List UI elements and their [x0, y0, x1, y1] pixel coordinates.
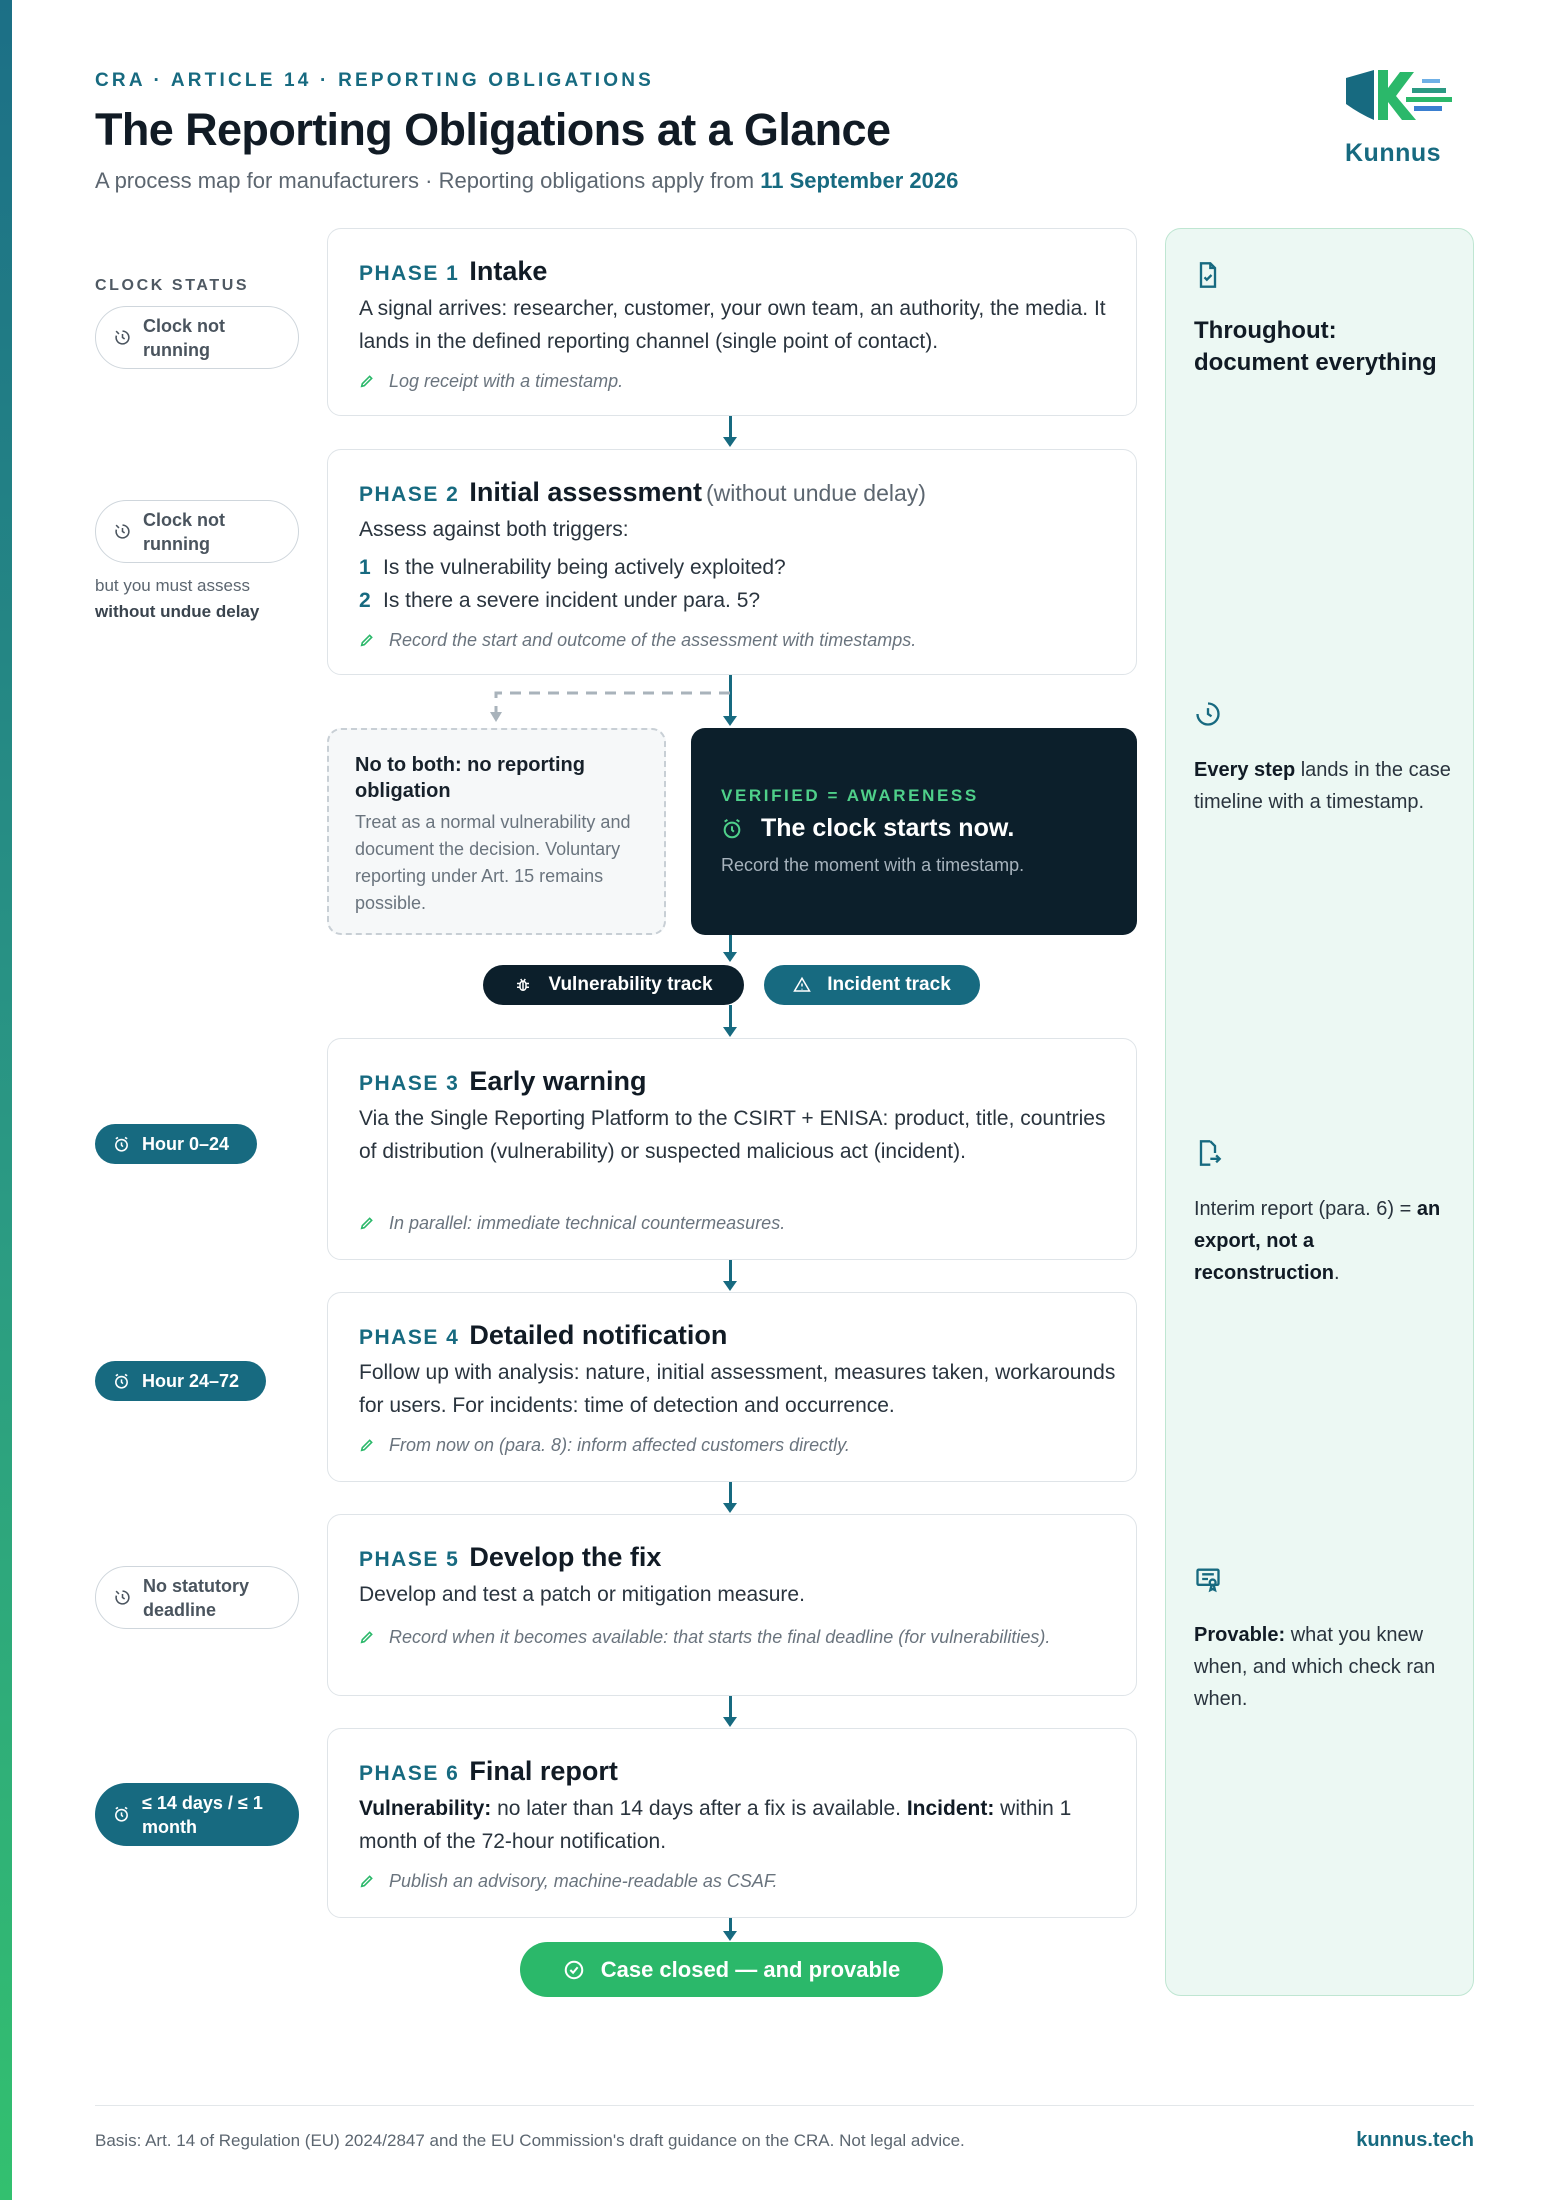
vulnerability-track-label: Vulnerability track: [548, 974, 713, 995]
side-panel-text: [1194, 754, 1454, 818]
footer-divider: [95, 2105, 1474, 2106]
side-panel-tail: .: [1334, 1262, 1340, 1284]
phase-note-text: Publish an advisory, machine-readable as CSAF.: [389, 1871, 778, 1891]
case-closed-badge: [520, 1942, 943, 1997]
clock-pill-phase1: [95, 306, 299, 369]
clock-pill-phase2: [95, 500, 299, 563]
arrow-down-icon: [723, 1027, 737, 1037]
phase-3-card: [327, 1038, 1137, 1260]
connector-line: [729, 1918, 732, 1932]
clock-pill-phase5: [95, 1566, 299, 1629]
warning-icon: [793, 976, 811, 994]
phase-title: Intake: [469, 256, 548, 286]
document-check-icon: [1194, 261, 1222, 289]
phase-body: [359, 1792, 1119, 1858]
side-panel-heading: Throughout: document everything: [1194, 317, 1437, 376]
phase-2-card: [327, 449, 1137, 675]
phase-number: PHASE 2: [359, 483, 460, 506]
arrow-down-icon: [723, 1281, 737, 1291]
logo-text: Kunnus: [1345, 139, 1442, 167]
trigger-number: 2: [359, 589, 371, 612]
trigger-item-1: [359, 551, 1119, 584]
page-subtitle: [95, 168, 958, 194]
case-closed-label: Case closed — and provable: [600, 1956, 901, 1982]
arrow-down-icon: [723, 952, 737, 962]
side-panel-bold: an export, not a reconstruction: [1194, 1198, 1441, 1284]
connector-line: [729, 1260, 732, 1282]
clock-pill-phase3: [95, 1124, 257, 1164]
side-panel-block-provable: [1194, 1565, 1454, 1715]
phase-intro: Assess against both triggers:: [359, 518, 629, 541]
clock-pill-phase6: [95, 1783, 299, 1846]
clock-icon: [1194, 700, 1222, 728]
side-panel-rest: what you knew when, and which check ran when.: [1194, 1624, 1436, 1710]
awareness-eyebrow: VERIFIED = AWARENESS: [721, 786, 979, 805]
footer-site-link[interactable]: kunnus.tech: [1356, 2129, 1474, 2151]
incident-track-label: Incident track: [827, 974, 951, 995]
trigger-text: Is there a severe incident under para. 5?: [383, 589, 761, 612]
phase-note: [359, 1211, 1099, 1235]
phase-body: [359, 513, 1119, 617]
accent-bar: [0, 0, 12, 2200]
vulnerability-label: Vulnerability:: [359, 1797, 492, 1820]
incident-track-badge: [764, 965, 980, 1005]
phase-body: A signal arrives: researcher, customer, your own team, an authority, the media. It lands in the defined reporting channel (single point of contact).: [359, 297, 1106, 353]
phase-title: Early warning: [469, 1066, 647, 1096]
phase-number: PHASE 4: [359, 1326, 460, 1349]
phase-note-text: Record when it becomes available: that starts the final deadline (for vulnerabilities).: [389, 1627, 1051, 1647]
no-obligation-body: Treat as a normal vulnerability and document the decision. Voluntary reporting under Art. 15 remains possible.: [355, 812, 631, 913]
pencil-icon: [359, 1873, 375, 1889]
phase-note-text: In parallel: immediate technical countermeasures.: [389, 1213, 786, 1233]
clock-pill-label: Hour 0–24: [142, 1134, 230, 1154]
phase-header: [359, 256, 547, 287]
clock-starts-box: [691, 728, 1137, 935]
phase-5-card: [327, 1514, 1137, 1696]
phase-4-card: [327, 1292, 1137, 1482]
phase-header: [359, 1756, 618, 1787]
clock-status-heading: CLOCK STATUS: [95, 277, 250, 294]
clock-starts-text: The clock starts now.: [761, 814, 1015, 842]
phase-note-text: From now on (para. 8): inform affected customers directly.: [389, 1435, 850, 1455]
incident-label: Incident:: [906, 1797, 995, 1820]
phase-note-text: Record the start and outcome of the assessment with timestamps.: [389, 630, 917, 650]
certificate-icon: [1194, 1565, 1222, 1593]
subtitle-text: A process map for manufacturers · Reporting obligations apply from: [95, 168, 761, 193]
pencil-icon: [359, 373, 375, 389]
phase-title: Detailed notification: [469, 1320, 728, 1350]
side-panel-bold: Provable:: [1194, 1624, 1286, 1646]
phase-body: Develop and test a patch or mitigation measure.: [359, 1583, 805, 1606]
no-obligation-title: No to both: no reporting obligation: [355, 754, 585, 802]
phase-number: PHASE 6: [359, 1762, 460, 1785]
phase-body: Via the Single Reporting Platform to the CSIRT + ENISA: product, title, countries of distribution (vulnerability) or suspected malicious act (incident).: [359, 1107, 1106, 1163]
incident-text: within 1 month of the 72-hour notification.: [359, 1797, 1072, 1853]
bug-icon: [514, 976, 532, 994]
alarm-icon: [113, 1136, 130, 1153]
connector-line: [729, 1005, 732, 1028]
clock-pill-phase4: [95, 1361, 266, 1401]
side-panel-rest: lands in the case timeline with a timestamp.: [1194, 759, 1451, 813]
vulnerability-track-badge: [483, 965, 744, 1005]
arrow-down-icon: [723, 1931, 737, 1941]
arrow-down-icon: [723, 437, 737, 447]
pencil-icon: [359, 1437, 375, 1453]
clock-off-icon: [114, 329, 131, 346]
clock-pill-label: Clock not running: [143, 315, 226, 360]
documentation-side-panel: [1165, 228, 1474, 1996]
phase-note: [359, 369, 1099, 393]
side-panel-text: [1194, 1193, 1454, 1289]
branch-dashed-connector: [490, 690, 735, 730]
clock-pill-label: ≤ 14 days / ≤ 1 month: [142, 1792, 263, 1837]
side-panel-rest: Interim report (para. 6) =: [1194, 1198, 1417, 1220]
alarm-icon: [721, 818, 743, 840]
arrow-down-icon: [723, 1503, 737, 1513]
connector-line: [729, 1482, 732, 1504]
side-panel-block-export: [1194, 1139, 1454, 1289]
trigger-number: 1: [359, 556, 371, 579]
assess-note-line2: without undue delay: [95, 602, 260, 621]
phase-body: Follow up with analysis: nature, initial assessment, measures taken, workarounds for users. For incidents: time of detection and occurrence.: [359, 1361, 1116, 1417]
phase-1-card: [327, 228, 1137, 416]
phase-6-card: [327, 1728, 1137, 1918]
check-circle-icon: [563, 1959, 585, 1981]
phase-header: [359, 1066, 646, 1097]
trigger-text: Is the vulnerability being actively exploited?: [383, 556, 786, 579]
phase-number: PHASE 1: [359, 262, 460, 285]
phase-number: PHASE 3: [359, 1072, 460, 1095]
pencil-icon: [359, 1215, 375, 1231]
clock-pill-label: Hour 24–72: [142, 1371, 240, 1391]
pencil-icon: [359, 632, 375, 648]
phase-note-text: Log receipt with a timestamp.: [389, 371, 624, 391]
alarm-icon: [113, 1373, 130, 1390]
phase-title: Develop the fix: [469, 1542, 662, 1572]
phase-note: [359, 1625, 1059, 1649]
clock-starts-title: [721, 814, 1014, 843]
footer-basis: Basis: Art. 14 of Regulation (EU) 2024/2847 and the EU Commission's draft guidance on the CRA. Not legal advice.: [95, 2131, 965, 2150]
phase-note: [359, 628, 1099, 652]
phase-title: Initial assessment: [469, 477, 702, 507]
clock-pill-label: Clock not running: [143, 509, 226, 554]
side-panel-text: [1194, 1619, 1454, 1715]
page-title: The Reporting Obligations at a Glance: [95, 104, 891, 155]
file-export-icon: [1194, 1139, 1222, 1167]
header-eyebrow: CRA · ARTICLE 14 · REPORTING OBLIGATIONS: [95, 70, 655, 91]
clock-off-icon: [114, 1589, 131, 1606]
phase-header: [359, 477, 926, 508]
alarm-icon: [113, 1806, 130, 1823]
phase-note: [359, 1869, 1099, 1893]
trigger-item-2: [359, 584, 1119, 617]
phase-title-extra: (without undue delay): [706, 480, 926, 506]
no-obligation-box: [327, 728, 666, 935]
side-panel-block-timeline: [1194, 700, 1454, 818]
clock-starts-body: Record the moment with a timestamp.: [721, 855, 1025, 875]
phase-header: [359, 1320, 727, 1351]
assess-note-line1: but you must assess: [95, 576, 250, 595]
clock-pill-label: No statutory deadline: [143, 1575, 250, 1620]
vulnerability-text: no later than 14 days after a fix is available.: [491, 1797, 907, 1820]
side-panel-heading-block: [1194, 261, 1454, 379]
phase-title: Final report: [469, 1756, 618, 1786]
side-panel-bold: Every step: [1194, 759, 1296, 781]
phase-header: [359, 1542, 661, 1573]
phase-note: [359, 1433, 1099, 1457]
connector-line: [729, 1696, 732, 1718]
arrow-down-icon: [723, 1717, 737, 1727]
assess-note: [95, 573, 259, 625]
pencil-icon: [359, 1629, 375, 1645]
phase-number: PHASE 5: [359, 1548, 460, 1571]
clock-off-icon: [114, 523, 131, 540]
connector-line: [729, 416, 732, 438]
subtitle-date: 11 September 2026: [760, 168, 959, 193]
